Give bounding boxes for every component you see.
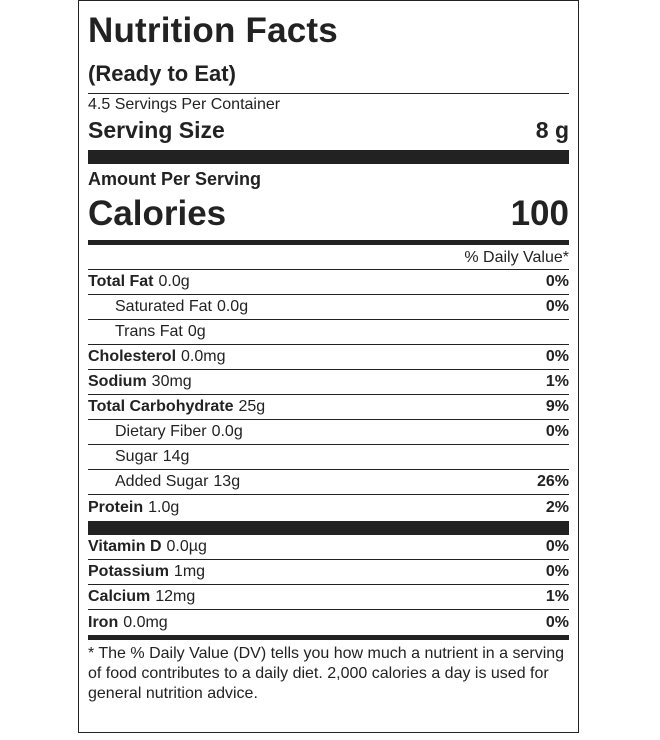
divider-thick	[88, 150, 569, 164]
nutrient-amount: 1.0g	[148, 498, 180, 516]
nutrient-amount: 30mg	[151, 373, 192, 390]
nutrient-pct: 26%	[536, 473, 569, 490]
label-title: Nutrition Facts	[88, 11, 338, 50]
nutrient-name: Calcium	[88, 588, 151, 605]
nutrient-name: Total Carbohydrate	[88, 398, 234, 415]
nutrient-row-added-sugar	[88, 470, 569, 495]
nutrient-pct: 0%	[545, 613, 569, 631]
nutrient-amount: 0.0µg	[166, 538, 207, 555]
nutrient-name: Iron	[88, 613, 119, 631]
divider-medium	[88, 635, 569, 640]
nutrient-amount: 0.0mg	[181, 348, 226, 365]
nutrient-row-saturated-fat	[88, 295, 569, 320]
micronutrient-row-calcium	[88, 585, 569, 610]
nutrient-name: Trans Fat	[115, 323, 183, 340]
nutrient-name: Dietary Fiber	[115, 423, 207, 440]
nutrient-amount: 14g	[162, 448, 190, 465]
nutrient-name: Protein	[88, 498, 144, 516]
nutrient-pct: 0%	[545, 273, 569, 290]
nutrient-name: Sodium	[88, 373, 147, 390]
nutrient-pct: 9%	[545, 398, 569, 415]
nutrient-amount: 25g	[238, 398, 266, 415]
nutrient-pct: 0%	[545, 298, 569, 315]
nutrient-pct: 1%	[545, 373, 569, 390]
serving-size-label: Serving Size	[88, 117, 225, 143]
nutrient-row-sodium	[88, 370, 569, 395]
nutrient-name: Sugar	[115, 448, 158, 465]
nutrient-pct: 1%	[545, 588, 569, 605]
nutrient-amount: 0.0g	[211, 423, 243, 440]
nutrient-pct: 0%	[545, 423, 569, 440]
calories-value: 100	[510, 194, 569, 233]
nutrient-row-total-fat	[88, 270, 569, 295]
nutrition-facts-label	[78, 0, 579, 733]
serving-size-row	[88, 116, 569, 150]
calories-row	[88, 194, 569, 240]
nutrient-amount: 1mg	[173, 563, 206, 580]
nutrient-pct: 0%	[545, 348, 569, 365]
nutrient-amount: 0g	[187, 323, 206, 340]
amount-per-serving: Amount Per Serving	[88, 169, 262, 189]
nutrient-name: Potassium	[88, 563, 169, 580]
nutrient-pct: 0%	[545, 538, 569, 555]
micronutrient-row-iron	[88, 610, 569, 635]
nutrient-name: Total Fat	[88, 273, 154, 290]
daily-value-footnote: * The % Daily Value (DV) tells you how much a nutrient in a serving of food contributes to a daily diet. 2,000 calories a day is used for general nutrition advice.	[88, 645, 565, 702]
calories-label: Calories	[88, 194, 227, 233]
nutrient-amount: 13g	[213, 473, 241, 490]
nutrient-name: Added Sugar	[115, 473, 209, 490]
micronutrient-row-vitamin-d	[88, 535, 569, 560]
divider-thick	[88, 521, 569, 535]
nutrient-amount: 0.0g	[158, 273, 190, 290]
nutrient-name: Saturated Fat	[115, 298, 212, 315]
nutrient-name: Cholesterol	[88, 348, 177, 365]
nutrient-amount: 0.0mg	[123, 613, 168, 631]
nutrient-row-trans-fat	[88, 320, 569, 345]
nutrient-row-total-carbohydrate	[88, 395, 569, 420]
serving-size-value: 8 g	[535, 117, 569, 143]
nutrient-amount: 0.0g	[216, 298, 249, 315]
nutrient-row-cholesterol	[88, 345, 569, 370]
nutrient-name: Vitamin D	[88, 538, 162, 555]
nutrient-row-sugar	[88, 445, 569, 470]
micronutrient-row-potassium	[88, 560, 569, 585]
nutrient-row-protein	[88, 495, 569, 520]
nutrient-row-dietary-fiber	[88, 420, 569, 445]
label-subtitle: (Ready to Eat)	[88, 61, 569, 94]
nutrient-pct: 2%	[545, 498, 569, 516]
servings-per-container: 4.5 Servings Per Container	[88, 96, 281, 113]
daily-value-header: % Daily Value*	[88, 245, 569, 270]
nutrient-pct: 0%	[545, 563, 569, 580]
nutrient-amount: 12mg	[155, 588, 196, 605]
